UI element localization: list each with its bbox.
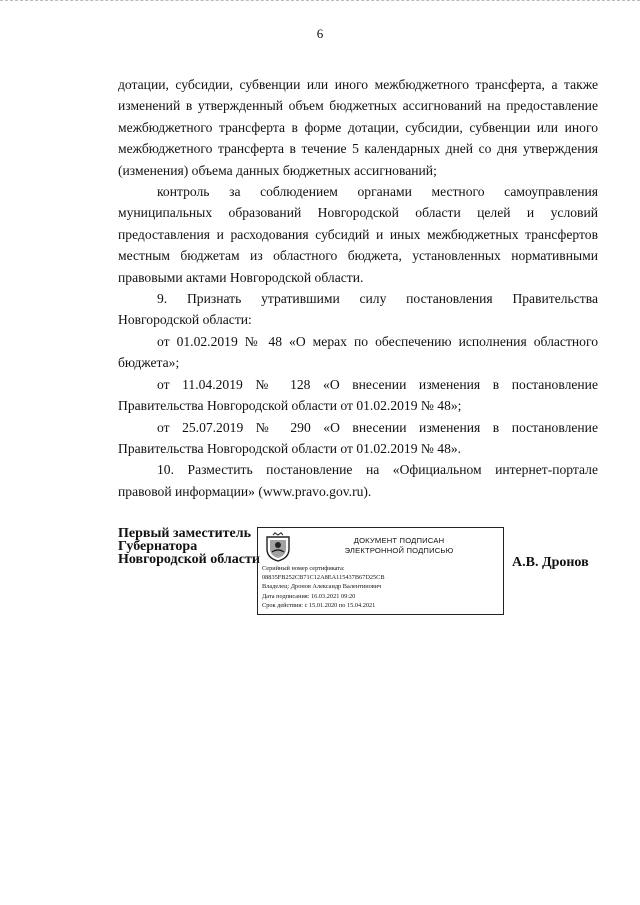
paragraph-continuation: дотации, субсидии, субвенции или иного межбюджетного трансферта, а также изменений в утвержденный объем бюджетных ассигнований на предоставление межбюджетного трансферта в форме дотации, субсидии, субвенции или иного межбюджетного трансферта в течение 5 календарных дней со дня утверждения (изменения) объема данных бюджетных ассигнований; [118, 77, 598, 178]
certificate-validity: Срок действия: с 15.01.2020 по 15.04.2021 [262, 601, 376, 609]
coat-of-arms-icon [263, 532, 293, 562]
paragraph-decree-48: от 01.02.2019 № 48 «О мерах по обеспечению исполнения областного бюджета»; [118, 333, 598, 371]
top-border-line [0, 0, 640, 4]
certificate-owner: Владелец: Дронов Александр Валентинович [262, 583, 382, 591]
paragraph-control: контроль за соблюдением органами местного самоуправления муниципальных образований Новгородской области целей и условий предоставления и расходования субсидий и иных межбюджетных трансфертов местным бюджетам из областного бюджета, установленных нормативными правовыми актами Новгородской области. [118, 184, 598, 285]
certificate-serial-label: Серийный номер сертификата: [262, 565, 345, 572]
paragraph-item-9: 9. Признать утратившими силу постановления Правительства Новгородской области: [118, 291, 598, 328]
stamp-details [262, 564, 500, 610]
signing-date: Дата подписания: 16.03.2021 09:20 [262, 592, 356, 600]
signatory-name: А.В. Дронов [512, 555, 589, 570]
stamp-title [304, 536, 494, 556]
paragraph-decree-128: от 11.04.2019 № 128 «О внесении изменения в постановление Правительства Новгородской области от 01.02.2019 № 48»; [118, 376, 598, 414]
document-body [118, 74, 598, 502]
position-line-1: Первый заместитель [118, 526, 251, 541]
position-line-3: Новгородской области [118, 552, 260, 567]
stamp-title-line-2: ЭЛЕКТРОННОЙ ПОДПИСЬЮ [344, 546, 454, 555]
position-line-2: Губернатора [118, 539, 198, 554]
stamp-title-line-1: ДОКУМЕНТ ПОДПИСАН [353, 536, 445, 545]
signatory-position [118, 527, 260, 566]
paragraph-decree-290: от 25.07.2019 № 290 «О внесении изменения в постановление Правительства Новгородской области от 01.02.2019 № 48». [118, 419, 598, 456]
paragraph-item-10: 10. Разместить постановление на «Официальном интернет-портале правовой информации» (www.pravo.gov.ru). [118, 462, 598, 499]
electronic-signature-stamp [257, 527, 504, 615]
certificate-serial-value: 08835FB252CB71C12A8EA115437B67D25CB [262, 574, 385, 582]
page-number: 6 [316, 26, 324, 41]
